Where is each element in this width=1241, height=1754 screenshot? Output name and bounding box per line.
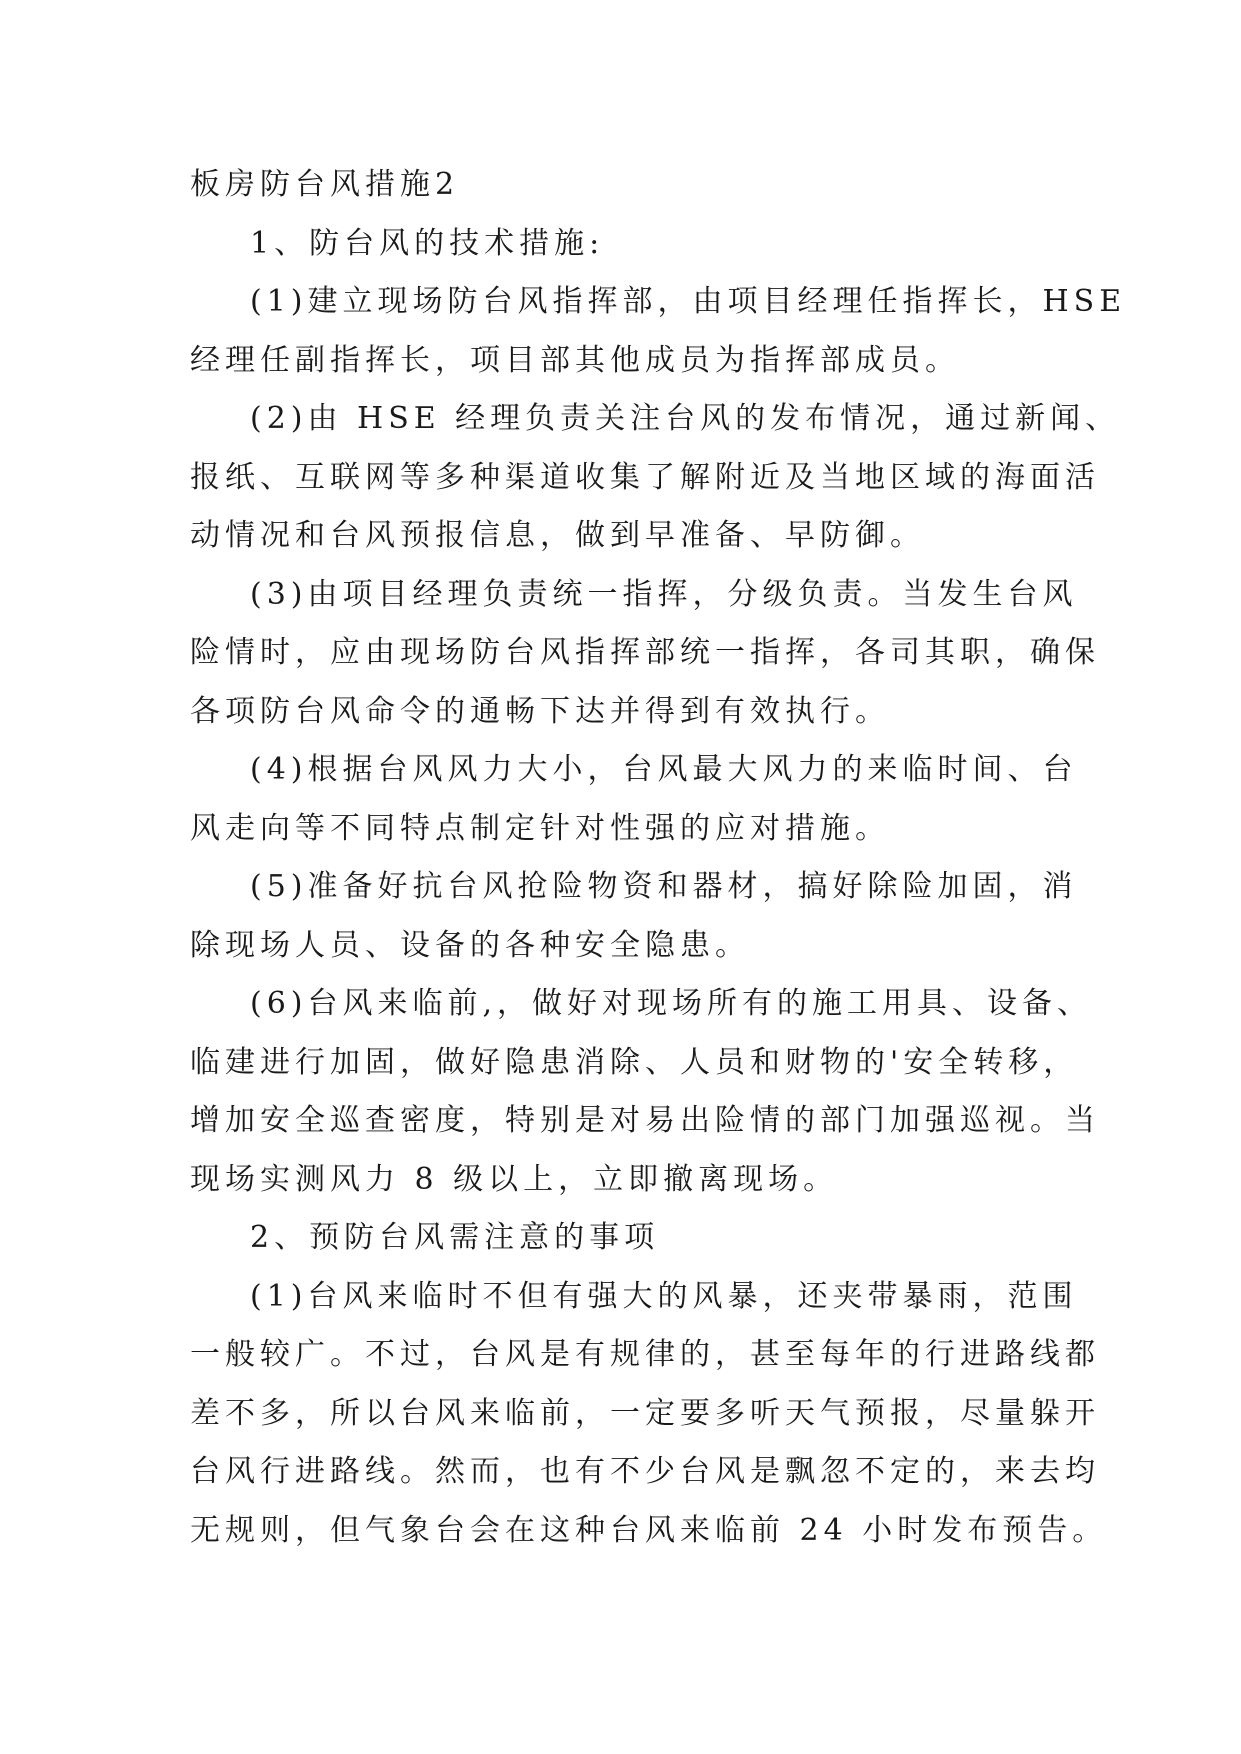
text-line: 临建进行加固，做好隐患消除、人员和财物的'安全转移， <box>190 1044 1079 1080</box>
text-line: 2、预防台风需注意的事项 <box>250 1220 660 1255</box>
text-line: 除现场人员、设备的各种安全隐患。 <box>190 927 750 963</box>
text-line: 无规则，但气象台会在这种台风来临前 24 小时发布预告。 <box>190 1512 1108 1548</box>
paragraph-lines <box>190 215 1127 1561</box>
text-line: (3)由项目经理负责统一指挥，分级负责。当发生台风 <box>250 576 1078 612</box>
text-line: 台风行进路线。然而，也有不少台风是飘忽不定的，来去均 <box>190 1454 1100 1489</box>
text-line: (4)根据台风风力大小，台风最大风力的来临时间、台 <box>250 752 1078 787</box>
text-line: (2)由 HSE 经理负责关注台风的发布情况，通过新闻、 <box>250 401 1121 436</box>
text-line: 动情况和台风预报信息，做到早准备、早防御。 <box>190 518 925 553</box>
text-line: (5)准备好抗台风抢险物资和器材，搞好除险加固，消 <box>250 869 1078 904</box>
document-body <box>190 156 1127 1560</box>
text-line: 1、防台风的技术措施: <box>250 225 605 261</box>
text-line: 经理任副指挥长，项目部其他成员为指挥部成员。 <box>190 342 960 378</box>
text-line: (1)建立现场防台风指挥部，由项目经理任指挥长，HSE <box>250 284 1127 319</box>
document-title: 板房防台风措施2 <box>190 167 460 202</box>
text-line: 险情时，应由现场防台风指挥部统一指挥，各司其职，确保 <box>190 635 1100 670</box>
text-line: 现场实测风力 8 级以上，立即撤离现场。 <box>190 1161 839 1197</box>
text-line: 风走向等不同特点制定针对性强的应对措施。 <box>190 810 890 846</box>
text-line: 差不多，所以台风来临前，一定要多听天气预报，尽量躲开 <box>190 1395 1100 1431</box>
text-line: 一般较广。不过，台风是有规律的，甚至每年的行进路线都 <box>190 1337 1100 1372</box>
text-line: (6)台风来临前,，做好对现场所有的施工用具、设备、 <box>250 986 1093 1021</box>
text-line: 各项防台风命令的通畅下达并得到有效执行。 <box>190 693 890 729</box>
text-line: 报纸、互联网等多种渠道收集了解附近及当地区域的海面活 <box>190 459 1100 495</box>
text-line: (1)台风来临时不但有强大的风暴，还夹带暴雨，范围 <box>250 1278 1078 1314</box>
text-line: 增加安全巡查密度，特别是对易出险情的部门加强巡视。当 <box>190 1103 1100 1138</box>
